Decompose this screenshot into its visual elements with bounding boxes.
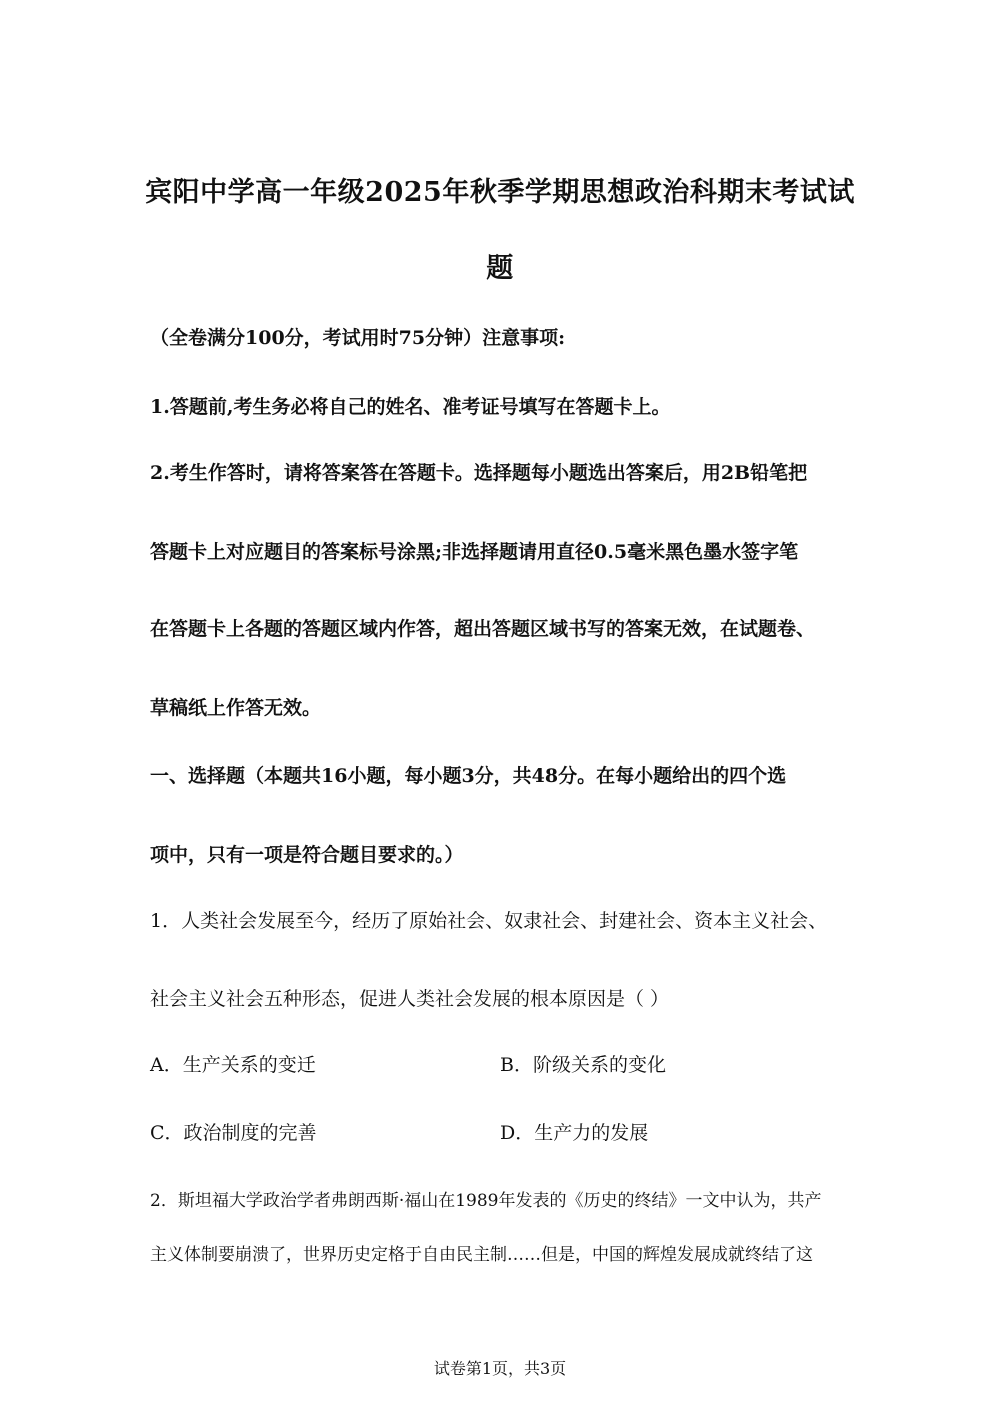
question2-stem-line-1: 2．斯坦福大学政治学者弗朗西斯·福山在1989年发表的《历史的终结》一文中认为，共产 xyxy=(150,1191,822,1211)
instruction-item-2-line-4: 草稿纸上作答无效。 xyxy=(150,697,322,719)
instruction-item-2-line-3: 在答题卡上各题的答题区域内作答，超出答题区域书写的答案无效，在试题卷、 xyxy=(150,618,816,640)
section1-heading-line-1: 一、选择题（本题共16小题，每小题3分，共48分。在每小题给出的四个选 xyxy=(150,765,787,787)
instruction-item-2-line-2: 答题卡上对应题目的答案标号涂黑;非选择题请用直径0.5毫米黑色墨水签字笔 xyxy=(150,541,799,563)
question1-stem-line-1: 1．人类社会发展至今，经历了原始社会、奴隶社会、封建社会、资本主义社会、 xyxy=(150,910,828,932)
question2-stem-line-2: 主义体制要崩溃了，世界历史定格于自由民主制……但是，中国的辉煌发展成就终结了这 xyxy=(150,1245,813,1265)
instructions-heading: （全卷满分100分，考试用时75分钟）注意事项: xyxy=(150,327,566,349)
question1-option-c: C．政治制度的完善 xyxy=(150,1122,317,1144)
section1-heading-line-2: 项中，只有一项是符合题目要求的。） xyxy=(150,844,464,866)
exam-title-line-1: 宾阳中学高一年级2025年秋季学期思想政治科期末考试试 xyxy=(145,177,855,208)
page-footer: 试卷第1页，共3页 xyxy=(433,1359,567,1378)
instruction-item-2-line-1: 2.考生作答时，请将答案答在答题卡。选择题每小题选出答案后，用2B铅笔把 xyxy=(150,462,808,484)
question1-option-a: A．生产关系的变迁 xyxy=(150,1054,316,1076)
instruction-item-1: 1.答题前,考生务必将自己的姓名、准考证号填写在答题卡上。 xyxy=(150,396,671,418)
question1-option-b: B．阶级关系的变化 xyxy=(500,1054,666,1076)
question1-stem-line-2: 社会主义社会五种形态，促进人类社会发展的根本原因是（ ） xyxy=(150,988,670,1010)
question1-option-d: D．生产力的发展 xyxy=(500,1122,649,1144)
exam-title-line-2: 题 xyxy=(486,253,514,284)
